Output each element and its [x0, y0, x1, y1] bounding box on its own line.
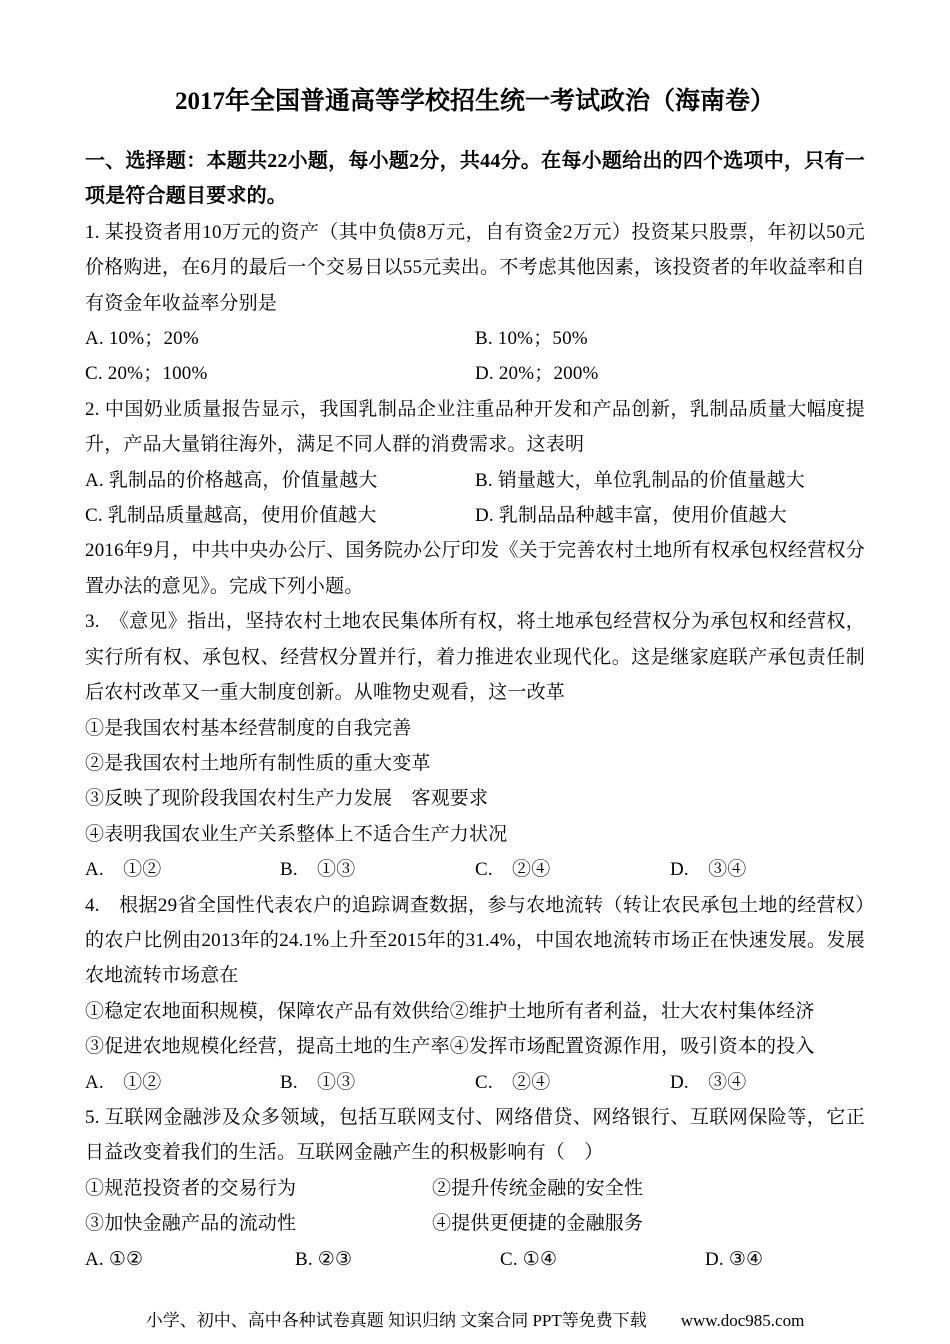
question-3-item-1: ①是我国农村基本经营制度的自我完善 — [85, 717, 412, 739]
question-3-stem: 3. 《意见》指出，坚持农村土地农民集体所有权，将土地承包经营权分为承包权和经营权，实行所有权、承包权、经营权分置并行，着力推进农业现代化。这是继家庭联产承包责任制后农村改革又一重大制度创新。从唯物史观看，这一改革 — [85, 611, 865, 704]
question-4-option-b: B. ①③ — [280, 1071, 356, 1093]
question-1-stem: 1. 某投资者用10万元的资产（其中负债8万元，自有资金2万元）投资某只股票，年初以50元价格购进，在6月的最后一个交易日以55元卖出。不考虑其他因素，该投资者的年收益率和自有资金年收益率分别是 — [85, 221, 865, 314]
question-1-options-row-1 — [85, 321, 865, 356]
question-2-option-b: B. 销量越大，单位乳制品的价值量越大 — [475, 469, 805, 491]
question-3-option-a: A. ①② — [85, 859, 162, 881]
question-5-items-row-1 — [85, 1171, 865, 1206]
question-1-option-d: D. 20%；200% — [475, 363, 599, 385]
footer — [0, 1311, 950, 1331]
question-2-options-row-1 — [85, 463, 865, 498]
material-paragraph: 2016年9月，中共中央办公厅、国务院办公厅印发《关于完善农村土地所有权承包权经营权分置办法的意见》。完成下列小题。 — [85, 540, 865, 597]
question-5-options-row — [85, 1242, 865, 1277]
question-5-item-2: ②提升传统金融的安全性 — [432, 1177, 644, 1199]
question-1-options-row-2 — [85, 356, 865, 391]
question-4 — [85, 888, 865, 1100]
question-1 — [85, 215, 865, 392]
question-4-option-a: A. ①② — [85, 1071, 162, 1093]
question-5-stem: 5. 互联网金融涉及众多领域，包括互联网支付、网络借贷、网络银行、互联网保险等，它正日益改变着我们的生活。互联网金融产生的积极影响有（ ） — [85, 1106, 865, 1164]
question-1-option-b: B. 10%；50% — [475, 328, 588, 350]
question-3-option-c: C. ②④ — [475, 859, 551, 881]
question-4-options-row — [85, 1065, 865, 1100]
question-2 — [85, 392, 865, 534]
question-1-option-c: C. 20%；100% — [85, 363, 208, 385]
question-3-option-d: D. ③④ — [670, 859, 747, 881]
question-5-option-a: A. ①② — [85, 1248, 144, 1270]
question-5-item-3: ③加快金融产品的流动性 — [85, 1213, 297, 1235]
question-2-stem: 2. 中国奶业质量报告显示，我国乳制品企业注重品种开发和产品创新，乳制品质量大幅度提升，产品大量销往海外，满足不同人群的消费需求。这表明 — [85, 398, 865, 456]
question-1-option-a: A. 10%；20% — [85, 328, 199, 350]
question-4-items-line-1: ①稳定农地面积规模，保障农产品有效供给②维护土地所有者利益，壮大农村集体经济 — [85, 1000, 815, 1022]
section-instructions: 一、选择题：本题共22小题，每小题2分，共44分。在每小题给出的四个选项中，只有一项是符合题目要求的。 — [85, 150, 865, 208]
footer-url[interactable]: www.doc985.com — [680, 1311, 805, 1330]
question-5-item-4: ④提供更便捷的金融服务 — [432, 1213, 644, 1235]
question-4-option-d: D. ③④ — [670, 1071, 747, 1093]
question-3-item-2: ②是我国农村土地所有制性质的重大变革 — [85, 752, 431, 774]
question-5-option-d: D. ③④ — [705, 1248, 764, 1270]
question-2-option-a: A. 乳制品的价格越高，价值量越大 — [85, 469, 378, 491]
question-2-options-row-2 — [85, 498, 865, 533]
question-3-option-b: B. ①③ — [280, 859, 356, 881]
question-5-option-b: B. ②③ — [295, 1248, 353, 1270]
question-5-items-row-2 — [85, 1206, 865, 1241]
question-2-option-c: C. 乳制品质量越高，使用价值越大 — [85, 505, 377, 527]
question-2-option-d: D. 乳制品品种越丰富，使用价值越大 — [475, 505, 787, 527]
question-5-option-c: C. ①④ — [500, 1248, 558, 1270]
question-4-stem: 4. 根据29省全国性代表农户的追踪调查数据，参与农地流转（转让农民承包土地的经营权）的农户比例由2013年的24.1%上升至2015年的31.4%，中国农地流转市场正在快速发展。发展农地流转市场意在 — [85, 894, 865, 987]
question-3 — [85, 604, 865, 887]
question-4-items-line-2: ③促进农地规模化经营，提高土地的生产率④发挥市场配置资源作用，吸引资本的投入 — [85, 1036, 815, 1058]
question-3-item-3: ③反映了现阶段我国农村生产力发展 客观要求 — [85, 788, 489, 810]
question-5-item-1: ①规范投资者的交易行为 — [85, 1177, 297, 1199]
footer-text: 小学、初中、高中各种试卷真题 知识归纳 文案合同 PPT等免费下载 — [145, 1311, 647, 1330]
exam-title: 2017年全国普通高等学校招生统一考试政治（海南卷） — [174, 88, 775, 115]
question-5 — [85, 1100, 865, 1277]
question-3-options-row — [85, 852, 865, 887]
question-4-option-c: C. ②④ — [475, 1071, 551, 1093]
question-3-item-4: ④表明我国农业生产关系整体上不适合生产力状况 — [85, 823, 508, 845]
